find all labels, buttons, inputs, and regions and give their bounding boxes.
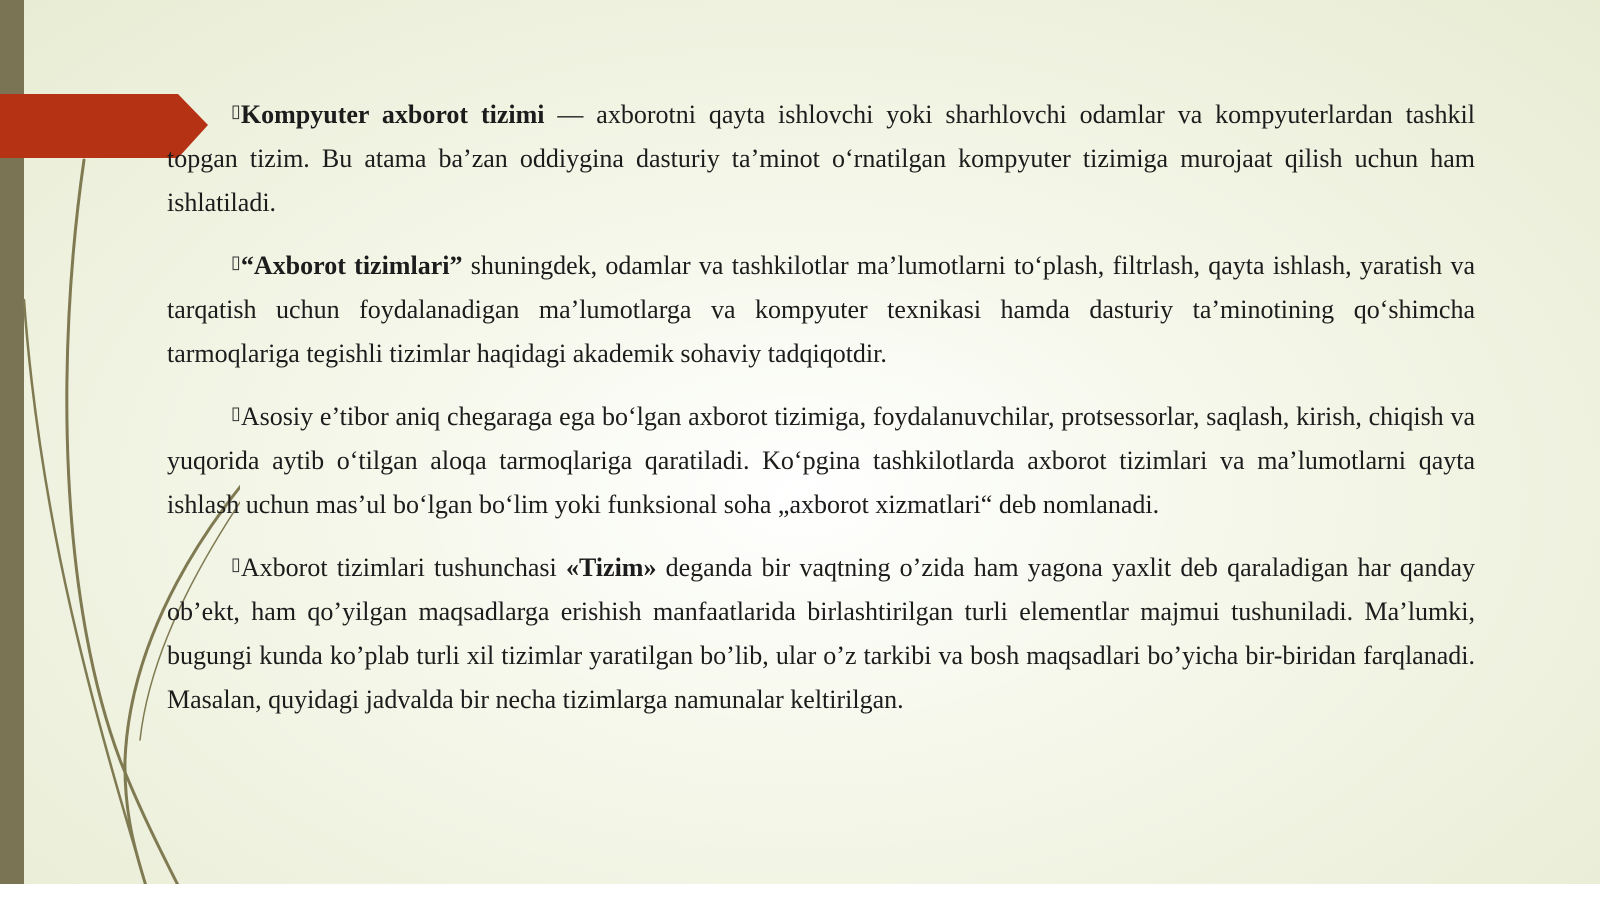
decor-curve-2 [24,300,150,899]
paragraph-1-term: Kompyuter axborot tizimi [240,100,545,129]
paragraph-1 [167,90,1475,225]
bullet-box-icon: ▯ [231,252,241,273]
paragraph-3-text: Asosiy e’tibor aniq chegaraga ega bo‘lgan axborot tizimiga, foydalanuvchilar, protsessorlar, saqlash, kirish, chiqish va yuqorida aytib o‘tilgan aloqa tarmoqlariga qaratiladi. Ko‘pgina tashkilotlarda axborot tizimlari va ma’lumotlarni qayta ishlash uchun mas’ul bo‘lgan bo‘lim yoki funksional soha „axborot xizmatlari“ deb nomlanadi. [167,402,1475,519]
bullet-box-icon: ▯ [231,101,241,122]
paragraph-2-text: shuningdek, odamlar va tashkilotlar ma’lumotlarni to‘plash, filtrlash, qayta ishlash, yaratish va tarqatish uchun foydalanadigan ma’lumotlarga va kompyuter texnikasi hamda dasturiy ta’minotining qo‘shimcha tarmoqlariga tegishli tizimlar haqidagi akademik sohaviy tadqiqotdir. [167,251,1476,368]
paragraph-4 [167,543,1475,722]
bullet-box-icon: ▯ [231,403,241,424]
slide-body [167,90,1475,738]
paragraph-3 [167,392,1475,527]
paragraph-4-term: «Tizim» [565,553,657,582]
paragraph-1-text: — axborotni qayta ishlovchi yoki sharhlovchi odamlar va kompyuterlardan tashkil topgan tizim. Bu atama ba’zan oddiygina dasturiy ta’minot o‘rnatilgan kompyuter tizimiga murojaat qilish uchun ham ishlatiladi. [167,100,1475,217]
paragraph-4-text: deganda bir vaqtning o’zida ham yagona yaxlit deb qaraladigan har qanday ob’ekt, ham qo’yilgan maqsadlarga erishish manfaatlarida birlashtirilgan turli elementlar majmui tushuniladi. Ma’lumki, bugungi kunda ko’plab turli xil tizimlar yaratilgan bo’lib, ular o’z tarkibi va bosh maqsadlari bo’yicha bir-biridan farqlanadi. Masalan, quyidagi jadvalda bir necha tizimlarga namunalar keltirilgan. [167,553,1475,714]
paragraph-4-lead: Axborot tizimlari tushunchasi [240,553,566,582]
paragraph-2 [167,241,1475,376]
bottom-strip [0,884,1600,899]
bullet-box-icon: ▯ [231,554,241,575]
paragraph-2-term: “Axborot tizimlari” [240,251,463,280]
